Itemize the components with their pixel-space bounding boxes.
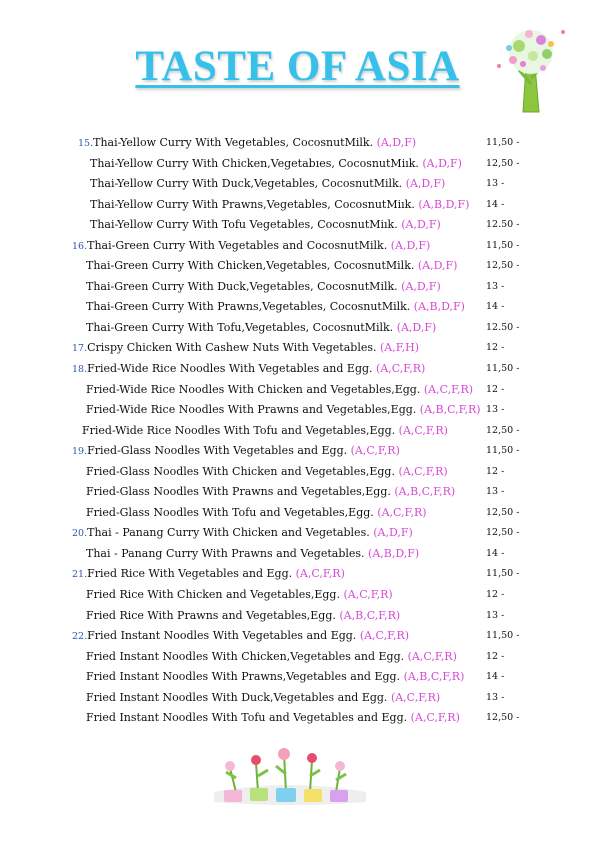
menu-item-description [90,195,469,216]
menu-item-number: 17. [72,343,88,355]
menu-item [0,544,595,565]
menu-item-name: Fried Rice With Prawns and Vegetables,Egg. [86,608,336,622]
menu-item-allergens: (A,C,F,R) [398,464,448,478]
menu-item [0,174,595,195]
menu-item-allergens: (A,C,F,R) [423,382,474,396]
menu-item-name: Fried Rice With Chicken and Vegetables,Egg. [86,588,340,602]
menu-item-description [86,400,481,421]
menu-item-allergens: (A,B,D,F) [418,197,470,211]
menu-item-number: 19. [72,446,88,458]
menu-item [0,421,595,442]
menu-item-allergens: (A,C,F,R) [410,711,460,725]
menu-item-description [86,708,460,729]
menu-item [0,256,595,277]
menu-item-price: 12,50 - [486,712,520,724]
menu-item-price: 12 - [486,342,505,354]
menu-item-allergens: (A,F,H) [379,341,420,355]
menu-item-price: 12 - [486,650,505,662]
menu-item [0,359,595,380]
menu-item-name: Fried-Wide Rice Noodles With Tofu and Vegetables,Egg. [82,423,396,437]
menu-item-description [90,154,462,175]
menu-item-price: 12,50 - [486,527,520,539]
menu-item-number: 16. [72,240,88,252]
menu-item-description [82,421,448,442]
menu-item [0,195,595,216]
menu-item-allergens: (A,B,C,F,R) [403,670,465,684]
menu-item-price: 13 - [486,178,505,190]
menu-item-price: 12 - [486,383,505,395]
menu-item-description [86,297,465,318]
menu-item [0,606,595,627]
menu-item-name: Fried Instant Noodles With Vegetables and Egg. [87,629,357,643]
menu-item-description [72,626,409,648]
menu-item-description [72,441,400,463]
menu-item [0,523,595,544]
menu-item-name: Fried Rice With Vegetables and Egg. [87,567,293,581]
menu-item [0,585,595,606]
menu-item-name: Fried Instant Noodles With Duck,Vegetables and Egg. [86,690,388,704]
menu-item-number: 15. [78,138,94,149]
menu-item-allergens: (A,C,F,R) [350,444,400,458]
menu-item-price: 13 - [486,486,505,498]
menu-item-allergens: (A,C,F,R) [377,505,427,519]
menu-item-description [72,523,413,545]
menu-item-name: Fried-Glass Noodles With Vegetables and Egg. [87,444,348,458]
menu-item-description [86,647,457,668]
menu-item-name: Thai - Panang Curry With Chicken and Vegetables. [87,526,370,540]
menu-item [0,441,595,462]
menu-item-description [90,174,445,195]
menu-list [0,133,595,729]
menu-item-allergens: (A,D,F) [401,279,441,293]
menu-item-name: Thai-Yellow Curry With Chicken,Vegetabıes, CocosnutMiık. [90,156,419,170]
menu-item-description [86,688,440,709]
menu-item-price: 11,50 - [486,239,520,251]
menu-item-price: 14 - [486,547,505,559]
menu-item-price: 14 - [486,198,505,210]
menu-item-allergens: (A,D,F) [405,177,446,191]
menu-item-description [86,380,473,401]
menu-item-price: 12,50 - [486,424,520,436]
menu-item-description [90,215,441,236]
menu-item-name: Thai-Green Curry With Duck,Vegetables, CocosnutMilk. [86,279,398,293]
menu-item-description [78,133,416,155]
menu-item-allergens: (A,B,D,F) [368,546,420,560]
menu-item-number: 18. [72,364,88,376]
menu-item-number: 21. [72,569,88,581]
menu-item-number: 22. [72,631,88,643]
menu-item-description [72,359,425,381]
menu-item-allergens: (A,B,C,F,R) [339,608,401,622]
menu-item-price: 11,50 - [486,630,520,642]
menu-item-name: Thai-Yellow Curry With Vegetables, CocosnutMilk. [93,136,374,149]
menu-item-allergens: (A,D,F) [373,526,413,540]
menu-item-price: 13 - [486,404,505,416]
flower-pots-icon [200,748,380,808]
page-title: TASTE OF ASIA [135,43,460,90]
menu-item-price: 14 - [486,671,505,683]
menu-item-price: 11,50 - [486,137,520,148]
menu-item [0,667,595,688]
menu-item-allergens: (A,C,F,R) [359,629,410,643]
menu-item-description [86,482,455,503]
menu-item-allergens: (A,D,F) [401,218,441,232]
menu-item-name: Thai-Green Curry With Tofu,Vegetables, CocosnutMilk. [86,320,394,334]
menu-item-allergens: (A,B,C,F,R) [394,485,456,499]
menu-item [0,133,595,154]
menu-item-description [86,667,464,688]
menu-item-price: 11,50 - [486,363,520,375]
menu-item-name: Fried-Wide Rice Noodles With Chicken and Vegetables,Egg. [86,382,421,396]
menu-item-allergens: (A,B,C,F,R) [419,403,481,417]
menu-item-name: Fried-Wide Rice Noodles With Prawns and Vegetables,Egg. [86,403,417,417]
menu-item [0,215,595,236]
menu-item [0,297,595,318]
menu-item-name: Fried Instant Noodles With Tofu and Vegetables and Egg. [86,711,408,725]
menu-item-allergens: (A,C,F,R) [407,649,457,663]
menu-item-allergens: (A,C,F,R) [295,567,345,581]
menu-item-price: 12,50 - [486,157,520,169]
menu-item-description [72,564,345,586]
menu-item-description [86,585,393,606]
menu-item-description [86,503,427,524]
menu-item [0,338,595,359]
menu-item [0,626,595,647]
menu-item [0,503,595,524]
menu-item-allergens: (A,D,F) [396,320,437,334]
menu-item [0,647,595,668]
menu-item-allergens: (A,D,F) [390,238,431,252]
menu-item [0,708,595,729]
menu-item-description [86,256,457,277]
menu-item-price: 11,50 - [486,568,520,580]
menu-item-price: 12.50 - [486,321,520,333]
menu-item-description [72,236,430,258]
menu-item [0,380,595,401]
menu-item-name: Fried Instant Noodles With Chicken,Vegetables and Egg. [86,649,405,663]
menu-item-price: 12,50 - [486,506,520,518]
menu-item-price: 12 - [486,465,505,477]
menu-item-price: 13 - [486,691,505,703]
menu-item-allergens: (A,B,D,F) [413,300,465,314]
menu-item-allergens: (A,D,F) [376,136,417,149]
menu-item-name: Fried-Wide Rice Noodles With Vegetables and Egg. [87,362,373,376]
menu-item-allergens: (A,C,F,R) [376,362,426,376]
menu-item-description [72,338,419,360]
menu-item-name: Fried-Glass Noodles With Chicken and Vegetables,Egg. [86,464,395,478]
menu-item-name: Thai-Green Curry With Chicken,Vegetables, CocosnutMilk. [86,259,415,273]
menu-item-price: 12.50 - [486,219,520,231]
menu-item-price: 11,50 - [486,445,520,457]
menu-item [0,462,595,483]
menu-item-price: 12 - [486,589,505,601]
menu-item-allergens: (A,C,F,R) [343,588,393,602]
menu-item [0,236,595,257]
menu-item [0,564,595,585]
tree-icon [493,26,569,114]
menu-item-name: Crispy Chicken With Cashew Nuts With Vegetables. [87,341,377,355]
menu-item-name: Fried Instant Noodles With Prawns,Vegetables and Egg. [86,670,401,684]
menu-item-description [86,544,419,565]
menu-item-name: Fried-Glass Noodles With Tofu and Vegetables,Egg. [86,505,374,519]
menu-item [0,277,595,298]
menu-item-name: Thai-Green Curry With Prawns,Vegetables, CocosnutMilk. [86,300,411,314]
menu-item-allergens: (A,C,F,R) [398,423,448,437]
menu-item [0,318,595,339]
menu-item-name: Fried-Glass Noodles With Prawns and Vegetables,Egg. [86,485,391,499]
menu-item [0,154,595,175]
menu-item-description [86,462,448,483]
menu-item-price: 12,50 - [486,260,520,272]
menu-item-name: Thai-Yellow Curry With Duck,Vegetables, CocosnutMilk. [90,177,403,191]
menu-item-name: Thai-Yellow Curry With Prawns,Vegetables, CocosnutMiık. [90,197,415,211]
menu-item-number: 20. [72,528,88,540]
menu-item-price: 13 - [486,609,505,621]
menu-item-price: 14 - [486,301,505,313]
menu-item [0,688,595,709]
menu-item-allergens: (A,D,F) [417,259,458,273]
menu-item [0,482,595,503]
menu-item [0,400,595,421]
menu-item-name: Thai - Panang Curry With Prawns and Vegetables. [86,546,365,560]
menu-item-description [86,606,400,627]
menu-item-price: 13 - [486,280,505,292]
menu-item-allergens: (A,C,F,R) [390,690,441,704]
menu-item-name: Thai-Yellow Curry With Tofu Vegetables, CocosnutMiık. [90,218,398,232]
menu-item-name: Thai-Green Curry With Vegetables and CocosnutMilk. [87,238,388,252]
menu-item-description [86,318,436,339]
menu-item-description [86,277,441,298]
menu-item-allergens: (A,D,F) [422,156,462,170]
